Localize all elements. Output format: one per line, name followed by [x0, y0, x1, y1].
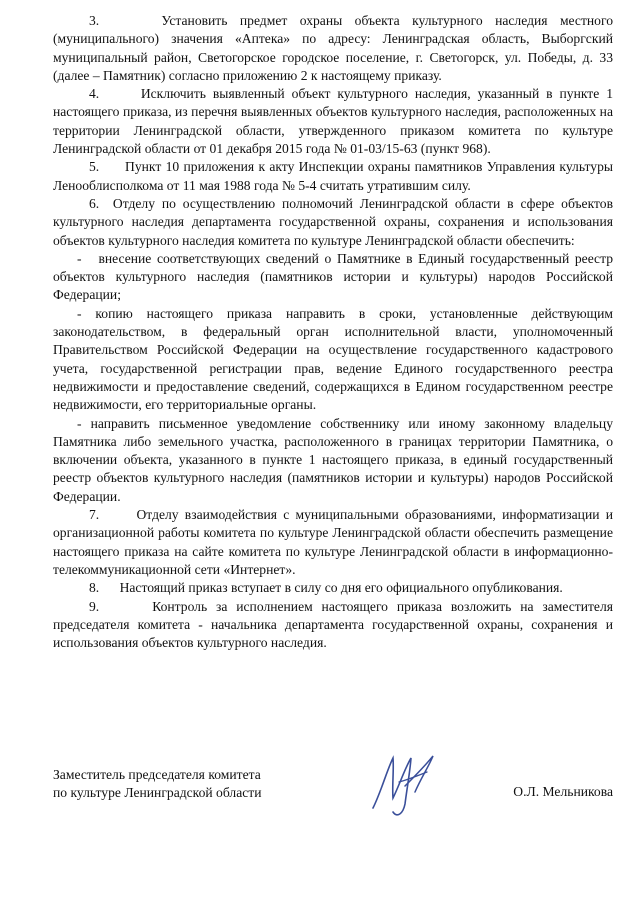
handwritten-signature — [363, 752, 443, 820]
paragraph-9: 9. Контроль за исполнением настоящего приказа возложить на заместителя председателя комитета - начальника департамента государственной охраны, сохранения и использования объектов культурного наследия. — [53, 598, 613, 651]
document-body — [53, 12, 613, 652]
paragraph-6-item-registry: - внесение соответствующих сведений о Памятнике в Единый государственный реестр объектов культурного наследия (памятников истории и культуры) народов Российской Федерации; — [53, 250, 613, 303]
signature-block — [53, 766, 613, 826]
paragraph-6-item-copy: - копию настоящего приказа направить в сроки, установленные действующим законодательством, в федеральный орган исполнительной власти, уполномоченный Правительством Российской Федерации на осуществление государственного кадастрового учета, государственной регистрации прав, ведение Единого государственного реестра недвижимости и предоставление сведений, содержащихся в Едином государственном реестре недвижимости, его территориальные органы. — [53, 305, 613, 413]
signatory-name: О.Л. Мельникова — [513, 784, 613, 799]
paragraph-4: 4. Исключить выявленный объект культурного наследия, указанный в пункте 1 настоящего приказа, из перечня выявленных объектов культурного наследия, расположенных на территории Ленинградской области, утвержденного приказом комитета по культуре Ленинградской области от 01 декабря 2015 года № 01-03/15-63 (пункт 968). — [53, 86, 613, 157]
paragraph-5: 5. Пункт 10 приложения к акту Инспекции охраны памятников Управления культуры Ленооблисполкома от 11 мая 1988 года № 5-4 считать утратившим силу. — [53, 159, 613, 193]
paragraph-7: 7. Отделу взаимодействия с муниципальными образованиями, информатизации и организационной работы комитета по культуре Ленинградской области обеспечить размещение настоящего приказа на сайте комитета по культуре Ленинградской области в информационно-телекоммуникационной сети «Интернет». — [53, 507, 613, 577]
signatory-title-line-2: по культуре Ленинградской области — [53, 785, 262, 801]
paragraph-3: 3. Установить предмет охраны объекта культурного наследия местного (муниципального) значения «Аптека» по адресу: Ленинградская область, Выборгский муниципальный район, Светогорское городское поселение, г. Светогорск, ул. Победы, д. 33 (далее – Памятник) согласно приложению 2 к настоящему приказу. — [53, 13, 613, 83]
signatory-title-line-1: Заместитель председателя комитета — [53, 767, 261, 782]
signatory-title — [53, 766, 262, 803]
paragraph-6-item-notice: - направить письменное уведомление собственнику или иному законному владельцу Памятника либо земельного участка, расположенного в границах территории Памятника, о включении объекта, указанного в пункте 1 настоящего приказа, в единый государственный реестр объектов культурного наследия (памятников истории и культуры) народов Российской Федерации. — [53, 415, 613, 504]
paragraph-8: 8. Настоящий приказ вступает в силу со дня его официального опубликования. — [89, 580, 563, 596]
paragraph-6: 6. Отделу по осуществлению полномочий Ленинградской области в сфере объектов культурного наследия департамента государственной охраны, сохранения и использования объектов культурного наследия комитета по культуре Ленинградской области обеспечить: — [53, 195, 613, 248]
